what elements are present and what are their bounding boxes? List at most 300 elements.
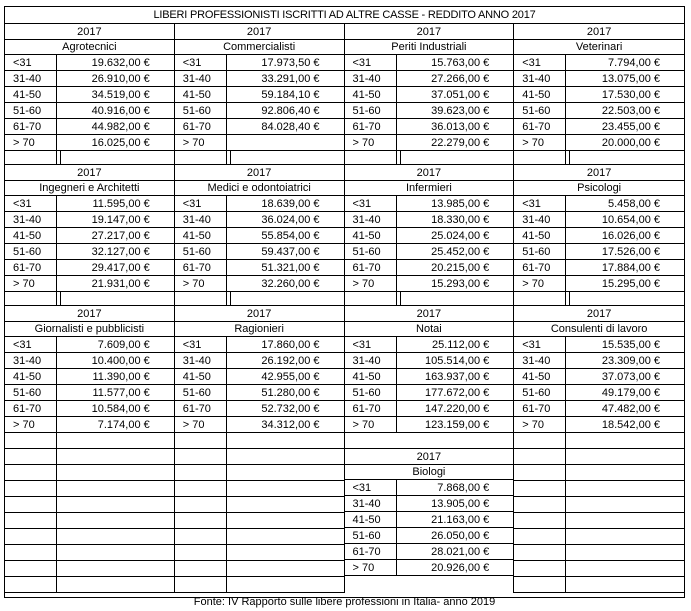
empty-cell[interactable] xyxy=(514,529,566,544)
income-cell[interactable]: 23.455,00 € xyxy=(601,121,660,133)
age-bracket-cell[interactable]: 41-50 xyxy=(345,512,397,527)
empty-row xyxy=(5,577,174,593)
age-bracket-cell[interactable]: 61-70 xyxy=(514,401,566,416)
table-row xyxy=(5,196,174,212)
table-row xyxy=(5,401,174,417)
block-row xyxy=(5,24,684,165)
income-cell[interactable]: 15.295,00 € xyxy=(601,278,660,290)
income-cell[interactable]: 15.763,00 € xyxy=(431,57,490,69)
age-bracket-cell[interactable]: > 70 xyxy=(5,417,57,432)
profession-name[interactable]: Veterinari xyxy=(514,40,684,55)
empty-cell[interactable] xyxy=(175,513,227,528)
income-grid xyxy=(5,24,684,611)
age-bracket-cell[interactable]: 61-70 xyxy=(345,544,397,559)
income-cell[interactable]: 18.330,00 € xyxy=(431,214,490,226)
age-bracket-cell[interactable]: 61-70 xyxy=(5,260,57,275)
empty-cell[interactable] xyxy=(514,577,566,592)
age-bracket-cell[interactable]: 41-50 xyxy=(345,369,397,384)
age-bracket-cell[interactable]: 41-50 xyxy=(5,87,57,102)
table-row xyxy=(5,353,174,369)
income-cell[interactable]: 27.266,00 € xyxy=(431,73,490,85)
table-row xyxy=(175,353,344,369)
age-bracket-cell[interactable]: 31-40 xyxy=(345,212,397,227)
age-bracket-cell[interactable]: 61-70 xyxy=(345,401,397,416)
year-cell[interactable]: 2017 xyxy=(514,165,684,181)
empty-row xyxy=(175,465,344,481)
spacer-cell[interactable] xyxy=(514,292,566,305)
profession-block xyxy=(345,24,515,165)
age-bracket-cell[interactable]: 31-40 xyxy=(514,71,566,86)
spacer-cell[interactable] xyxy=(175,292,227,305)
age-bracket-cell[interactable]: <31 xyxy=(345,196,397,211)
spacer-cell[interactable] xyxy=(57,151,61,164)
age-bracket-cell[interactable]: 41-50 xyxy=(175,228,227,243)
income-cell[interactable]: 36.024,00 € xyxy=(261,214,320,226)
empty-row xyxy=(5,561,174,577)
table-row xyxy=(345,369,514,385)
age-bracket-cell[interactable]: <31 xyxy=(175,196,227,211)
income-cell[interactable]: 25.024,00 € xyxy=(431,230,490,242)
age-bracket-cell[interactable]: 41-50 xyxy=(514,87,566,102)
table-row xyxy=(345,228,514,244)
income-cell[interactable]: 105.514,00 € xyxy=(425,355,490,367)
profession-name[interactable]: Infermieri xyxy=(345,181,514,196)
age-bracket-cell[interactable]: 51-60 xyxy=(175,103,227,118)
income-cell[interactable]: 17.530,00 € xyxy=(601,89,660,101)
income-cell[interactable]: 16.025,00 € xyxy=(91,137,150,149)
income-cell[interactable]: 42.955,00 € xyxy=(261,371,320,383)
age-bracket-cell[interactable]: > 70 xyxy=(514,276,566,291)
income-cell[interactable]: 18.542,00 € xyxy=(601,419,660,431)
age-bracket-cell[interactable]: 51-60 xyxy=(345,385,397,400)
age-bracket-cell[interactable]: 31-40 xyxy=(5,353,57,368)
age-bracket-cell[interactable]: <31 xyxy=(514,196,566,211)
income-cell[interactable]: 123.159,00 € xyxy=(425,419,490,431)
table-row xyxy=(175,103,344,119)
empty-row xyxy=(514,465,684,481)
income-cell[interactable]: 37.051,00 € xyxy=(431,89,490,101)
income-cell[interactable]: 11.595,00 € xyxy=(92,198,150,210)
age-bracket-cell[interactable]: > 70 xyxy=(175,135,227,150)
age-bracket-cell[interactable]: 51-60 xyxy=(514,103,566,118)
income-cell[interactable]: 177.672,00 € xyxy=(425,387,490,399)
table-row xyxy=(5,87,174,103)
age-bracket-cell[interactable]: 51-60 xyxy=(5,385,57,400)
profession-block xyxy=(345,306,515,433)
age-bracket-cell[interactable]: 31-40 xyxy=(345,353,397,368)
income-cell[interactable]: 19.147,00 € xyxy=(91,214,150,226)
table-row xyxy=(175,196,344,212)
empty-cell[interactable] xyxy=(175,529,227,544)
table-row xyxy=(5,417,174,433)
empty-cell[interactable] xyxy=(514,449,566,464)
empty-row xyxy=(175,577,344,593)
income-cell[interactable]: 55.854,00 € xyxy=(261,230,320,242)
age-bracket-cell[interactable]: <31 xyxy=(5,55,57,70)
empty-row xyxy=(514,561,684,577)
income-cell[interactable]: 84.028,40 € xyxy=(261,121,320,133)
empty-cell[interactable] xyxy=(5,561,57,576)
table-row xyxy=(5,71,174,87)
income-cell[interactable]: 17.884,00 € xyxy=(601,262,660,274)
age-bracket-cell[interactable]: 51-60 xyxy=(5,103,57,118)
year-cell[interactable]: 2017 xyxy=(345,24,514,40)
income-cell[interactable]: 34.519,00 € xyxy=(91,89,150,101)
income-cell[interactable]: 21.931,00 € xyxy=(91,278,150,290)
empty-cell[interactable] xyxy=(5,449,57,464)
empty-row xyxy=(5,529,174,545)
income-cell[interactable]: 22.279,00 € xyxy=(431,137,490,149)
table-row xyxy=(5,228,174,244)
profession-block xyxy=(345,165,515,306)
income-cell[interactable]: 28.021,00 € xyxy=(431,546,490,558)
year-cell[interactable]: 2017 xyxy=(5,306,174,322)
income-cell[interactable]: 26.910,00 € xyxy=(91,73,150,85)
profession-block xyxy=(5,306,175,433)
table-row xyxy=(345,512,514,528)
empty-cell[interactable] xyxy=(5,577,57,592)
age-bracket-cell[interactable]: 31-40 xyxy=(514,212,566,227)
profession-name[interactable]: Commercialisti xyxy=(175,40,344,55)
empty-cell[interactable] xyxy=(175,465,227,480)
age-bracket-cell[interactable]: 41-50 xyxy=(175,87,227,102)
table-row xyxy=(345,87,514,103)
income-cell[interactable]: 13.075,00 € xyxy=(601,73,660,85)
table-row xyxy=(5,337,174,353)
age-bracket-cell[interactable]: 61-70 xyxy=(5,401,57,416)
income-cell[interactable]: 7.174,00 € xyxy=(97,419,150,431)
income-cell[interactable]: 37.073,00 € xyxy=(601,371,660,383)
age-bracket-cell[interactable]: 51-60 xyxy=(175,385,227,400)
empty-row xyxy=(5,433,174,449)
table-row xyxy=(345,417,514,433)
spacer-cell[interactable] xyxy=(397,151,401,164)
income-cell[interactable]: 5.458,00 € xyxy=(608,198,660,210)
table-row xyxy=(5,135,174,151)
income-cell[interactable]: 59.437,00 € xyxy=(261,246,320,258)
empty-cell[interactable] xyxy=(5,513,57,528)
empty-cell[interactable] xyxy=(5,497,57,512)
source-footer: Fonte: IV Rapporto sulle libere professioni in Italia- anno 2019 xyxy=(193,596,496,608)
empty-cell[interactable] xyxy=(175,577,227,592)
year-cell[interactable]: 2017 xyxy=(5,24,174,40)
year-cell[interactable]: 2017 xyxy=(175,165,344,181)
empty-cell[interactable] xyxy=(514,561,566,576)
income-cell[interactable]: 49.179,00 € xyxy=(601,387,660,399)
spacer-cell[interactable] xyxy=(566,292,570,305)
profession-block xyxy=(175,24,345,165)
income-cell[interactable]: 147.220,00 € xyxy=(425,403,490,415)
profession-name[interactable]: Giornalisti e pubblicisti xyxy=(5,322,174,337)
income-cell[interactable]: 47.482,00 € xyxy=(601,403,660,415)
profession-name[interactable]: Periti Industriali xyxy=(345,40,514,55)
table-row xyxy=(345,496,514,512)
table-row xyxy=(514,71,684,87)
age-bracket-cell[interactable]: 31-40 xyxy=(345,496,397,511)
empty-cell[interactable] xyxy=(5,465,57,480)
age-bracket-cell[interactable]: 41-50 xyxy=(345,228,397,243)
age-bracket-cell[interactable]: > 70 xyxy=(345,276,397,291)
year-cell[interactable]: 2017 xyxy=(345,165,514,181)
empty-cell[interactable] xyxy=(514,433,566,448)
income-cell[interactable]: 16.026,00 € xyxy=(601,230,660,242)
table-row xyxy=(175,87,344,103)
income-cell[interactable]: 25.112,00 € xyxy=(431,339,490,351)
age-bracket-cell[interactable]: 51-60 xyxy=(345,103,397,118)
empty-row xyxy=(5,497,174,513)
income-cell[interactable]: 92.806,40 € xyxy=(261,105,320,117)
table-row xyxy=(5,244,174,260)
income-cell[interactable]: 44.982,00 € xyxy=(91,121,150,133)
income-cell[interactable]: 21.163,00 € xyxy=(431,514,490,526)
income-cell[interactable]: 20.000,00 € xyxy=(601,137,660,149)
age-bracket-cell[interactable]: > 70 xyxy=(175,417,227,432)
age-bracket-cell[interactable]: > 70 xyxy=(514,417,566,432)
table-row xyxy=(514,353,684,369)
age-bracket-cell[interactable]: <31 xyxy=(514,55,566,70)
income-cell[interactable]: 15.293,00 € xyxy=(431,278,490,290)
table-row xyxy=(345,544,514,560)
income-cell[interactable]: 17.860,00 € xyxy=(261,339,320,351)
spacer-cell[interactable] xyxy=(227,151,231,164)
age-bracket-cell[interactable]: > 70 xyxy=(514,135,566,150)
spacer-cell[interactable] xyxy=(397,292,401,305)
income-cell[interactable]: 26.192,00 € xyxy=(261,355,320,367)
spacer-cell[interactable] xyxy=(514,151,566,164)
age-bracket-cell[interactable]: 51-60 xyxy=(5,244,57,259)
age-bracket-cell[interactable]: 31-40 xyxy=(345,71,397,86)
year-cell[interactable]: 2017 xyxy=(345,306,514,322)
empty-cell[interactable] xyxy=(514,545,566,560)
table-row xyxy=(345,212,514,228)
age-bracket-cell[interactable]: 41-50 xyxy=(5,228,57,243)
empty-cell[interactable] xyxy=(175,497,227,512)
spacer-row xyxy=(514,292,684,306)
age-bracket-cell[interactable]: > 70 xyxy=(345,417,397,432)
empty-cell[interactable] xyxy=(5,481,57,496)
income-cell[interactable]: 59.184,10 € xyxy=(261,89,320,101)
age-bracket-cell[interactable]: 31-40 xyxy=(5,212,57,227)
table-row xyxy=(175,212,344,228)
table-row xyxy=(175,337,344,353)
empty-cell[interactable] xyxy=(5,529,57,544)
empty-cell[interactable] xyxy=(5,545,57,560)
empty-row xyxy=(514,497,684,513)
income-cell[interactable]: 27.217,00 € xyxy=(91,230,150,242)
profession-block xyxy=(514,306,684,433)
age-bracket-cell[interactable]: <31 xyxy=(345,480,397,495)
empty-cell[interactable] xyxy=(514,481,566,496)
age-bracket-cell[interactable]: 31-40 xyxy=(514,353,566,368)
income-cell[interactable]: 10.654,00 € xyxy=(601,214,660,226)
age-bracket-cell[interactable]: 61-70 xyxy=(345,260,397,275)
age-bracket-cell[interactable]: > 70 xyxy=(5,276,57,291)
table-row xyxy=(345,353,514,369)
age-bracket-cell[interactable]: > 70 xyxy=(345,560,397,575)
profession-name[interactable]: Biologi xyxy=(345,465,514,480)
income-cell[interactable]: 52.732,00 € xyxy=(261,403,320,415)
table-row xyxy=(514,55,684,71)
income-cell[interactable]: 15.535,00 € xyxy=(601,339,660,351)
age-bracket-cell[interactable]: 41-50 xyxy=(175,369,227,384)
age-bracket-cell[interactable]: 41-50 xyxy=(514,369,566,384)
income-cell[interactable]: 32.127,00 € xyxy=(91,246,150,258)
income-cell[interactable]: 10.400,00 € xyxy=(91,355,150,367)
empty-row xyxy=(175,561,344,577)
year-cell[interactable]: 2017 xyxy=(514,306,684,322)
spacer-cell[interactable] xyxy=(566,151,570,164)
empty-row xyxy=(514,577,684,593)
age-bracket-cell[interactable]: <31 xyxy=(345,55,397,70)
empty-cell[interactable] xyxy=(175,561,227,576)
empty-cell[interactable] xyxy=(5,433,57,448)
profession-name[interactable]: Psicologi xyxy=(514,181,684,196)
income-cell[interactable]: 51.280,00 € xyxy=(261,387,320,399)
profession-block xyxy=(5,24,175,165)
age-bracket-cell[interactable]: 51-60 xyxy=(514,385,566,400)
income-cell[interactable]: 19.632,00 € xyxy=(91,57,150,69)
profession-name[interactable]: Consulenti di lavoro xyxy=(514,322,684,337)
year-cell[interactable]: 2017 xyxy=(5,165,174,181)
age-bracket-cell[interactable]: 61-70 xyxy=(175,260,227,275)
empty-row xyxy=(175,545,344,561)
block-row xyxy=(5,165,684,306)
table-row xyxy=(514,276,684,292)
income-cell[interactable] xyxy=(227,135,344,150)
table-row xyxy=(175,260,344,276)
income-cell[interactable]: 32.260,00 € xyxy=(261,278,320,290)
age-bracket-cell[interactable]: 51-60 xyxy=(175,244,227,259)
income-cell[interactable]: 34.312,00 € xyxy=(261,419,320,431)
table-row xyxy=(345,135,514,151)
empty-row xyxy=(5,545,174,561)
table-row xyxy=(175,401,344,417)
income-cell[interactable]: 13.905,00 € xyxy=(431,498,490,510)
income-cell[interactable]: 7.868,00 € xyxy=(437,482,490,494)
spacer-cell[interactable] xyxy=(57,292,61,305)
table-row xyxy=(345,401,514,417)
profession-name[interactable]: Agrotecnici xyxy=(5,40,174,55)
profession-name[interactable]: Ragionieri xyxy=(175,322,344,337)
income-cell[interactable]: 23.309,00 € xyxy=(601,355,660,367)
age-bracket-cell[interactable]: 41-50 xyxy=(345,87,397,102)
age-bracket-cell[interactable]: 31-40 xyxy=(175,71,227,86)
profession-block xyxy=(175,306,345,433)
empty-cell[interactable] xyxy=(514,465,566,480)
age-bracket-cell[interactable]: 41-50 xyxy=(514,228,566,243)
income-cell[interactable]: 26.050,00 € xyxy=(431,530,490,542)
age-bracket-cell[interactable]: > 70 xyxy=(345,135,397,150)
age-bracket-cell[interactable]: > 70 xyxy=(175,276,227,291)
table-row xyxy=(175,55,344,71)
spacer-cell[interactable] xyxy=(345,151,397,164)
income-cell[interactable]: 7.609,00 € xyxy=(97,339,150,351)
age-bracket-cell[interactable]: <31 xyxy=(5,337,57,352)
year-cell[interactable]: 2017 xyxy=(175,306,344,322)
age-bracket-cell[interactable]: 61-70 xyxy=(175,119,227,134)
age-bracket-cell[interactable]: 61-70 xyxy=(345,119,397,134)
table-row xyxy=(514,87,684,103)
age-bracket-cell[interactable]: <31 xyxy=(175,55,227,70)
empty-cell[interactable] xyxy=(175,449,227,464)
income-cell[interactable]: 33.291,00 € xyxy=(261,73,320,85)
income-cell[interactable]: 40.916,00 € xyxy=(91,105,150,117)
table-row xyxy=(514,196,684,212)
income-cell[interactable]: 13.985,00 € xyxy=(431,198,490,210)
age-bracket-cell[interactable]: 61-70 xyxy=(514,119,566,134)
income-cell[interactable]: 11.577,00 € xyxy=(92,387,150,399)
age-bracket-cell[interactable]: 31-40 xyxy=(5,71,57,86)
income-cell[interactable]: 10.584,00 € xyxy=(91,403,150,415)
income-cell[interactable]: 163.937,00 € xyxy=(425,371,490,383)
age-bracket-cell[interactable]: 41-50 xyxy=(5,369,57,384)
income-cell[interactable]: 25.452,00 € xyxy=(431,246,490,258)
age-bracket-cell[interactable]: <31 xyxy=(175,337,227,352)
income-cell[interactable]: 36.013,00 € xyxy=(431,121,490,133)
age-bracket-cell[interactable]: <31 xyxy=(5,196,57,211)
income-cell[interactable]: 18.639,00 € xyxy=(261,198,320,210)
table-row xyxy=(175,385,344,401)
spacer-cell[interactable] xyxy=(5,292,57,305)
table-row xyxy=(514,401,684,417)
age-bracket-cell[interactable]: 61-70 xyxy=(514,260,566,275)
spacer-cell[interactable] xyxy=(175,151,227,164)
income-cell[interactable]: 29.417,00 € xyxy=(91,262,150,274)
age-bracket-cell[interactable]: <31 xyxy=(345,337,397,352)
income-cell[interactable]: 17.973,50 € xyxy=(261,57,320,69)
age-bracket-cell[interactable]: 61-70 xyxy=(5,119,57,134)
profession-block xyxy=(514,24,684,165)
empty-cell[interactable] xyxy=(175,481,227,496)
profession-name[interactable]: Ingegneri e Architetti xyxy=(5,181,174,196)
empty-cell[interactable] xyxy=(345,433,514,449)
empty-cell[interactable] xyxy=(175,545,227,560)
age-bracket-cell[interactable]: 31-40 xyxy=(175,353,227,368)
spacer-cell[interactable] xyxy=(227,292,231,305)
income-cell[interactable]: 39.623,00 € xyxy=(431,105,490,117)
spacer-cell[interactable] xyxy=(5,151,57,164)
empty-cell[interactable] xyxy=(514,497,566,512)
age-bracket-cell[interactable]: 51-60 xyxy=(514,244,566,259)
empty-cell[interactable] xyxy=(514,513,566,528)
income-cell[interactable]: 51.321,00 € xyxy=(261,262,320,274)
spacer-cell[interactable] xyxy=(345,292,397,305)
empty-cell[interactable] xyxy=(175,433,227,448)
age-bracket-cell[interactable]: > 70 xyxy=(5,135,57,150)
table-row xyxy=(514,369,684,385)
income-cell[interactable]: 22.503,00 € xyxy=(601,105,660,117)
income-cell[interactable]: 20.926,00 € xyxy=(431,562,490,574)
profession-name[interactable]: Medici e odontoiatrici xyxy=(175,181,344,196)
income-cell[interactable]: 11.390,00 € xyxy=(92,371,150,383)
table-row xyxy=(345,560,514,576)
profession-name[interactable]: Notai xyxy=(345,322,514,337)
table-row xyxy=(5,369,174,385)
age-bracket-cell[interactable]: 51-60 xyxy=(345,528,397,543)
year-cell[interactable]: 2017 xyxy=(345,449,514,465)
age-bracket-cell[interactable]: 61-70 xyxy=(175,401,227,416)
table-row xyxy=(514,228,684,244)
age-bracket-cell[interactable]: 31-40 xyxy=(175,212,227,227)
income-cell[interactable]: 17.526,00 € xyxy=(601,246,660,258)
income-cell[interactable]: 20.215,00 € xyxy=(431,262,490,274)
age-bracket-cell[interactable]: <31 xyxy=(514,337,566,352)
year-cell[interactable]: 2017 xyxy=(514,24,684,40)
income-cell[interactable]: 7.794,00 € xyxy=(608,57,660,69)
age-bracket-cell[interactable]: 51-60 xyxy=(345,244,397,259)
spacer-row xyxy=(345,292,514,306)
year-cell[interactable]: 2017 xyxy=(175,24,344,40)
